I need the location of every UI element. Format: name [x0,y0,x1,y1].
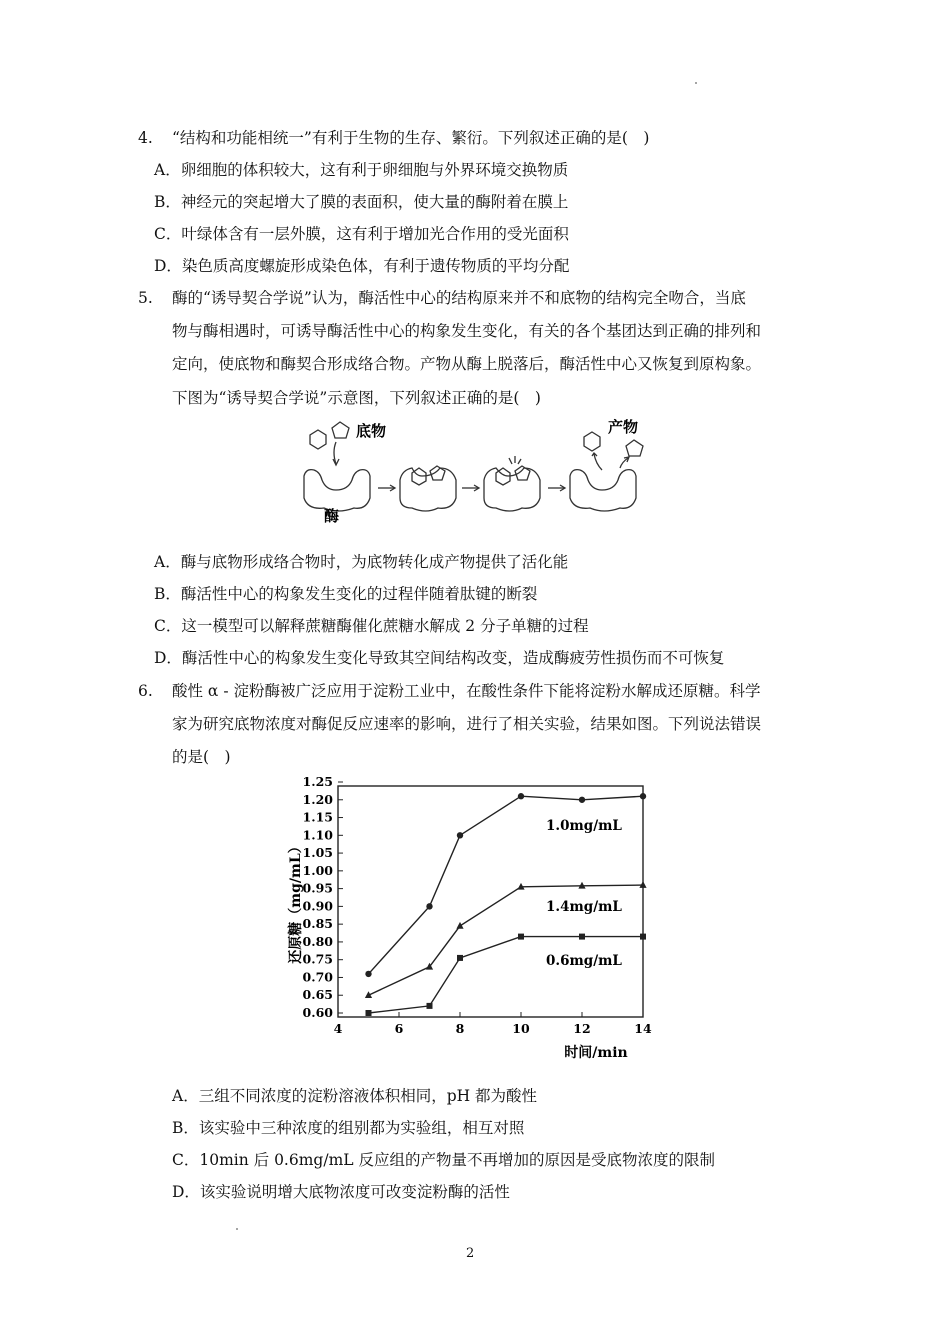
option-c: C．叶绿体含有一层外膜，这有利于增加光合作用的受光面积 [154,225,569,243]
question-stem-line: 定向，使底物和酶契合形成络合物。产物从酶上脱落后，酶活性中心又恢复到原构象。 [172,355,762,373]
option-b: B．该实验中三种浓度的组别都为实验组，相互对照 [172,1119,525,1137]
data-point [365,971,371,977]
x-tick-label: 8 [455,1021,465,1036]
data-point [427,1003,433,1009]
y-tick-label: 0.75 [302,951,333,967]
data-point [518,934,524,940]
x-tick-label: 6 [394,1021,404,1036]
induced-fit-diagram [296,418,656,530]
data-point [518,793,524,799]
data-point [457,832,463,838]
enzyme-4 [570,470,636,511]
option-d: D．染色质高度螺旋形成染色体，有利于遗传物质的平均分配 [154,257,570,275]
option-c: C．10min 后 0.6mg/mL 反应组的产物量不再增加的原因是受底物浓度的限制 [172,1151,715,1169]
enzyme-3 [484,468,540,511]
enzyme-label: 酶 [324,507,340,525]
enzyme-1 [304,470,370,511]
option-b: B．神经元的突起增大了膜的表面积，使大量的酶附着在膜上 [154,193,569,211]
option-a: A．酶与底物形成络合物时，为底物转化成产物提供了活化能 [154,553,569,571]
substrate-hexagon [310,430,326,449]
question-stem-line: 酶的“诱导契合学说”认为，酶活性中心的结构原来并不和底物的结构完全吻合，当底 [172,289,746,307]
option-d: D．酶活性中心的构象发生变化导致其空间结构改变，造成酶疲劳性损伤而不可恢复 [154,649,725,667]
data-point [579,797,585,803]
data-point [366,1010,372,1016]
scan-dot [695,82,697,84]
y-tick-label: 0.90 [302,898,333,914]
question-stem: “结构和功能相统一”有利于生物的生存、繁衍。下列叙述正确的是( ) [172,129,650,147]
option-a: A．卵细胞的体积较大，这有利于卵细胞与外界环境交换物质 [154,161,569,179]
y-tick-label: 1.00 [302,862,333,878]
product-pentagon [626,440,643,456]
product-hexagon [584,432,600,451]
y-tick-label: 0.85 [302,916,333,932]
y-tick-label: 0.95 [302,880,333,896]
question-stem-line: 的是( ) [172,748,231,766]
data-point [456,922,463,929]
substrate-label: 底物 [356,422,387,440]
product-label: 产物 [608,418,639,436]
data-point [640,793,646,799]
data-point [457,955,463,961]
scan-dot [236,1228,238,1230]
question-stem-line: 物与酶相遇时，可诱导酶活性中心的构象发生变化，有关的各个基团达到正确的排列和 [172,322,762,340]
question-stem-line: 家为研究底物浓度对酶促反应速率的影响，进行了相关实验，结果如图。下列说法错误 [172,715,762,733]
series-label: 1.0mg/mL [546,818,622,834]
enzyme-2 [400,468,456,511]
y-tick-label: 0.60 [302,1005,333,1020]
y-axis-label: 还原糖（mg/mL） [288,839,304,964]
y-tick-label: 1.25 [302,774,333,789]
data-point [426,903,432,909]
y-tick-label: 0.80 [302,933,333,949]
data-point [640,934,646,940]
question-number: 4. [138,129,153,147]
substrate-pentagon [332,422,349,438]
y-tick-label: 0.65 [302,987,333,1003]
question-number: 5. [138,289,153,307]
y-tick-label: 1.05 [302,845,333,861]
x-tick-label: 10 [512,1021,530,1036]
x-tick-label: 4 [333,1021,343,1036]
page-number: 2 [466,1246,475,1261]
x-axis-label: 时间/min [564,1045,628,1061]
y-tick-label: 1.15 [302,809,333,825]
series-label: 0.6mg/mL [546,953,622,969]
question-stem-line: 下图为“诱导契合学说”示意图，下列叙述正确的是( ) [172,389,541,407]
series-line [369,937,644,1013]
option-c: C．这一模型可以解释蔗糖酶催化蔗糖水解成 2 分子单糖的过程 [154,617,589,635]
data-point [579,934,585,940]
option-a: A．三组不同浓度的淀粉溶液体积相同，pH 都为酸性 [172,1087,538,1105]
y-tick-label: 0.70 [302,969,333,985]
option-d: D．该实验说明增大底物浓度可改变淀粉酶的活性 [172,1183,510,1201]
reducing-sugar-chart [280,772,680,1072]
question-stem-line: 酸性 α - 淀粉酶被广泛应用于淀粉工业中，在酸性条件下能将淀粉水解成还原糖。科学 [172,682,761,700]
x-tick-label: 12 [573,1021,591,1036]
x-tick-label: 14 [634,1021,652,1036]
question-number: 6. [138,682,153,700]
series-label: 1.4mg/mL [546,899,622,915]
y-tick-label: 1.10 [302,827,333,843]
option-b: B．酶活性中心的构象发生变化的过程伴随着肽键的断裂 [154,585,538,603]
y-tick-label: 1.20 [302,791,333,807]
